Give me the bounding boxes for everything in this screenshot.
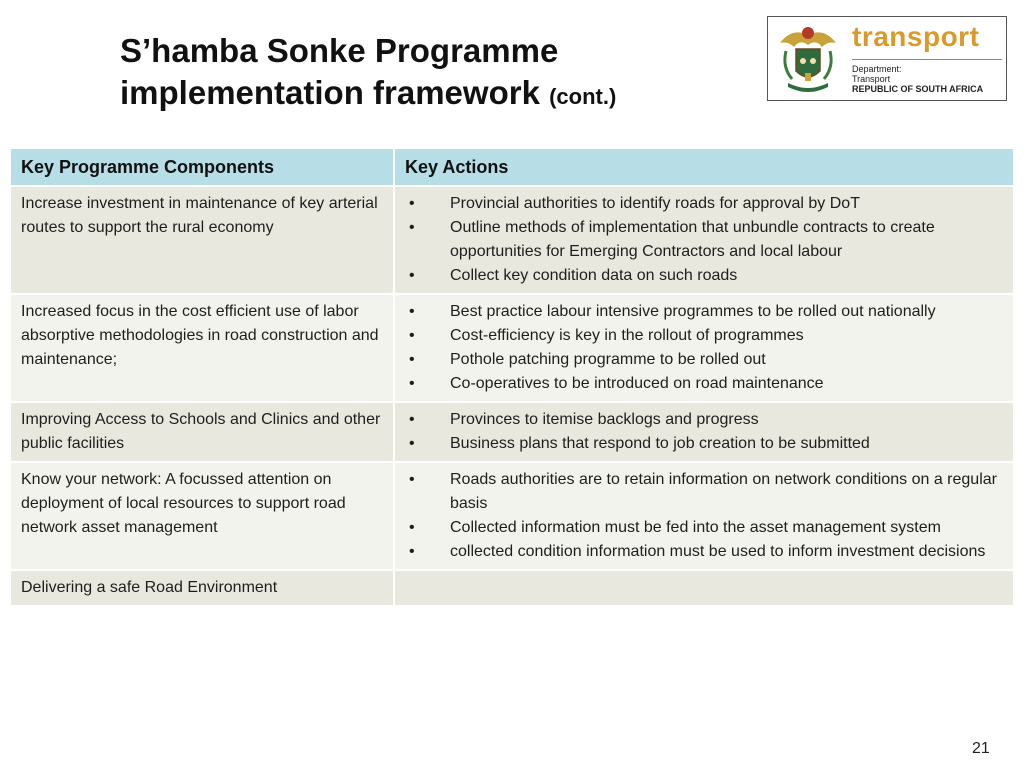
bullet-icon: • <box>409 543 415 560</box>
logo-dept-line3: REPUBLIC OF SOUTH AFRICA <box>852 84 984 94</box>
bullet-icon: • <box>409 219 415 236</box>
bullet-icon: • <box>409 195 415 212</box>
action-text: Best practice labour intensive programmes to be rolled out nationally <box>450 303 936 320</box>
component-cell: Improving Access to Schools and Clinics and other public facilities <box>10 402 394 462</box>
framework-table <box>9 147 1015 607</box>
slide-number: 21 <box>972 740 990 757</box>
table-row <box>10 570 1014 606</box>
list-item <box>405 468 1003 516</box>
table-body <box>10 186 1014 606</box>
component-cell: Increased focus in the cost efficient use of labor absorptive methodologies in road construction and maintenance; <box>10 294 394 402</box>
list-item <box>405 216 1003 264</box>
table-row <box>10 462 1014 570</box>
actions-cell <box>394 186 1014 294</box>
action-text: Business plans that respond to job creation to be submitted <box>450 435 870 452</box>
list-item <box>405 300 1003 324</box>
actions-list <box>405 468 1003 564</box>
logo-dept-line2: Transport <box>852 74 891 84</box>
list-item <box>405 264 1003 288</box>
coat-of-arms-icon <box>772 21 844 97</box>
bullet-icon: • <box>409 351 415 368</box>
actions-list <box>405 408 1003 456</box>
slide-title-main: S’hamba Sonke Programme implementation framework <box>120 32 559 111</box>
table-row <box>10 402 1014 462</box>
component-cell: Increase investment in maintenance of key arterial routes to support the rural economy <box>10 186 394 294</box>
action-text: Collect key condition data on such roads <box>450 267 738 284</box>
action-text: Cost-efficiency is key in the rollout of programmes <box>450 327 804 344</box>
list-item <box>405 540 1003 564</box>
bullet-icon: • <box>409 435 415 452</box>
list-item <box>405 432 1003 456</box>
bullet-icon: • <box>409 267 415 284</box>
bullet-icon: • <box>409 519 415 536</box>
action-text: Collected information must be fed into the asset management system <box>450 519 941 536</box>
bullet-icon: • <box>409 303 415 320</box>
list-item <box>405 348 1003 372</box>
logo-divider <box>852 59 1002 60</box>
list-item <box>405 372 1003 396</box>
action-text: Co-operatives to be introduced on road maintenance <box>450 375 824 392</box>
action-text: Outline methods of implementation that unbundle contracts to create opportunities for Emerging Contractors and local labour <box>450 219 935 260</box>
actions-list <box>405 192 1003 288</box>
actions-cell <box>394 294 1014 402</box>
logo-department-text <box>852 64 983 94</box>
action-text: Roads authorities are to retain information on network conditions on a regular basis <box>450 471 997 512</box>
table-row <box>10 294 1014 402</box>
table-header-row <box>10 148 1014 186</box>
action-text: collected condition information must be used to inform investment decisions <box>450 543 986 560</box>
action-text: Provinces to itemise backlogs and progress <box>450 411 759 428</box>
component-cell: Know your network: A focussed attention on deployment of local resources to support road network asset management <box>10 462 394 570</box>
actions-cell <box>394 462 1014 570</box>
list-item <box>405 192 1003 216</box>
action-text: Pothole patching programme to be rolled out <box>450 351 766 368</box>
header-key-actions: Key Actions <box>394 148 1014 186</box>
actions-cell <box>394 402 1014 462</box>
slide-title-suffix: (cont.) <box>549 84 617 109</box>
bullet-icon: • <box>409 327 415 344</box>
list-item <box>405 408 1003 432</box>
bullet-icon: • <box>409 411 415 428</box>
table-row <box>10 186 1014 294</box>
bullet-icon: • <box>409 471 415 488</box>
list-item <box>405 324 1003 348</box>
logo-wordmark: transport <box>852 21 980 52</box>
logo-dept-line1: Department: <box>852 64 902 74</box>
component-cell: Delivering a safe Road Environment <box>10 570 394 606</box>
slide-title <box>120 30 740 118</box>
actions-list <box>405 300 1003 396</box>
list-item <box>405 516 1003 540</box>
header-key-programme-components: Key Programme Components <box>10 148 394 186</box>
department-logo <box>767 16 1007 101</box>
actions-cell <box>394 570 1014 606</box>
bullet-icon: • <box>409 375 415 392</box>
action-text: Provincial authorities to identify roads for approval by DoT <box>450 195 860 212</box>
